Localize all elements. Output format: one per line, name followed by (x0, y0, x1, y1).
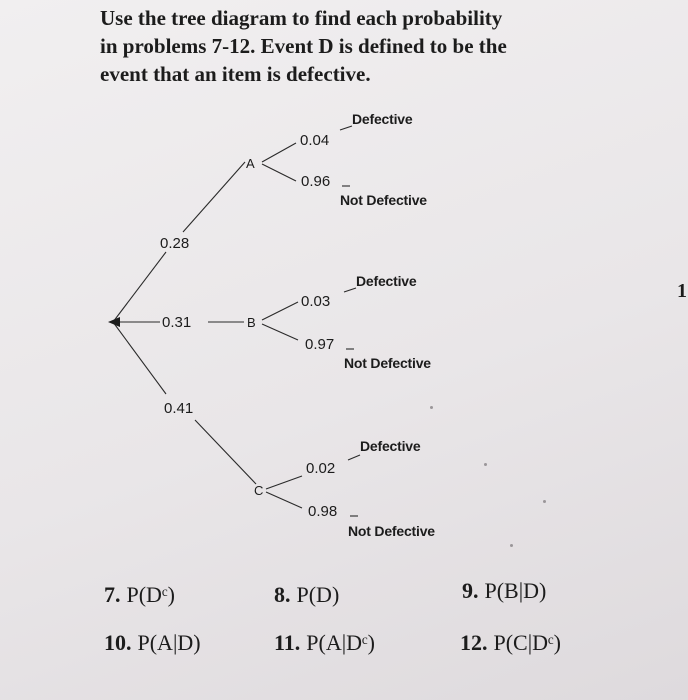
problem-11 (274, 630, 375, 656)
node-a: A (246, 156, 255, 171)
problem-number: 9. (462, 578, 479, 603)
problem-number: 12. (460, 630, 488, 655)
problem-expression: P(C|Dᶜ) (493, 630, 561, 655)
problem-expression: P(A|D) (137, 630, 201, 655)
problem-number: 10. (104, 630, 132, 655)
problem-expression: P(B|D) (484, 578, 547, 603)
prob-c-defective: 0.02 (306, 460, 336, 477)
instructions-line-3: event that an item is defective. (100, 62, 371, 86)
prob-b-defective: 0.03 (301, 293, 331, 310)
instructions-line-2: in problems 7-12. Event D is defined to be the (100, 34, 507, 58)
problem-9 (462, 578, 546, 604)
prob-a-defective: 0.04 (300, 132, 330, 149)
problem-number: 7. (104, 582, 121, 607)
problem-7 (104, 582, 175, 608)
label-b-defective: Defective (356, 273, 417, 289)
problem-10 (104, 630, 201, 656)
label-c-not-defective: Not Defective (348, 523, 435, 539)
node-b: B (247, 315, 256, 330)
problem-12 (460, 630, 561, 656)
problem-expression: P(A|Dᶜ) (306, 630, 375, 655)
prob-b: 0.31 (162, 314, 192, 331)
instructions-line-1: Use the tree diagram to find each probability (100, 6, 503, 30)
prob-c-not-defective: 0.98 (308, 503, 338, 520)
prob-a: 0.28 (160, 235, 190, 252)
label-a-not-defective: Not Defective (340, 192, 427, 208)
problem-number: 11. (274, 630, 301, 655)
problem-8 (274, 582, 339, 608)
node-c: C (254, 483, 264, 498)
prob-a-not-defective: 0.96 (301, 173, 331, 190)
problem-expression: P(Dᶜ) (126, 582, 175, 607)
prob-c: 0.41 (164, 400, 194, 417)
cut-off-page-number: 1 (677, 280, 687, 302)
label-b-not-defective: Not Defective (344, 355, 431, 371)
prob-b-not-defective: 0.97 (305, 336, 335, 353)
label-a-defective: Defective (352, 111, 413, 127)
problem-expression: P(D) (296, 582, 340, 607)
problem-number: 8. (274, 582, 291, 607)
label-c-defective: Defective (360, 438, 421, 454)
